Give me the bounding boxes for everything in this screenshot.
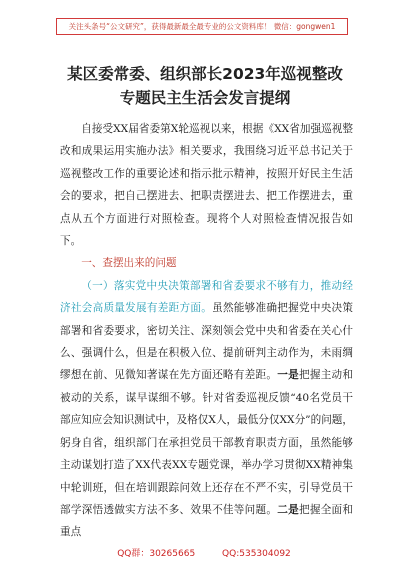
point-marker-one: 一是 bbox=[277, 369, 299, 382]
document-body bbox=[60, 118, 353, 544]
footer-contact bbox=[0, 546, 408, 559]
subsection-text-b: 把握主动和被动的关系，谋早谋细不够。针对省委巡视反馈“40名党员干部应知应会知识测试中，及格仅X人，最低分仅XX分”的问题，躬身自省，组织部门在承担党员干部教育职责方面，虽然能够主动谋划打造了XX代表XX专题党课，举办学习贯彻XX精神集中轮训班，但在培训跟踪问效上还存在不严不实，引导党员干部学深悟透做实方法不多、效果不佳等问题。 bbox=[60, 369, 354, 516]
footer-qq: QQ:535304092 bbox=[222, 549, 291, 559]
subsection-heading: （一）落实党中央决策部署和省委要求不够有力，推动经济社会高质量发展有差距方面。 bbox=[60, 279, 353, 315]
point-marker-two: 二是 bbox=[277, 503, 299, 516]
subsection-text-a: 虽然能够准确把握党中央决策部署和省委要求，密切关注、深刻领会党中央和省委在关心什么、强调什么，但是在积极入位、提前研判主动作为，未雨绸缪想在前、见微知著谋在先方面还略有差距。 bbox=[60, 302, 354, 382]
document-title-line-1: 某区委常委、组织部长2023年巡视整改 bbox=[67, 65, 343, 83]
section-heading: 一、查摆出来的问题 bbox=[81, 257, 177, 270]
document-title-line-2: 专题民主生活会发言提纲 bbox=[119, 89, 291, 107]
header-banner: 关注头条号“公文研究”，获得最新最全最专业的公文资料库！ 微信：gongwen1 bbox=[56, 18, 348, 35]
footer-qq-group: QQ群：30265665 bbox=[117, 549, 196, 559]
subsection-text-c: 把握全面和重点 bbox=[60, 503, 354, 539]
intro-paragraph: 自接受XX届省委第X轮巡视以来，根据《XX省加强巡视整改和成果运用实施办法》相关要求，我围绕习近平总书记关于巡视整改工作的重要论述和指示批示精神，按照开好民主生活会的要求，把自己摆进去、把职责摆进去、把工作摆进去，重点从五个方面进行对照检查。现将个人对照检查情况报告如下。 bbox=[60, 123, 353, 248]
subsection-paragraph bbox=[60, 275, 353, 544]
